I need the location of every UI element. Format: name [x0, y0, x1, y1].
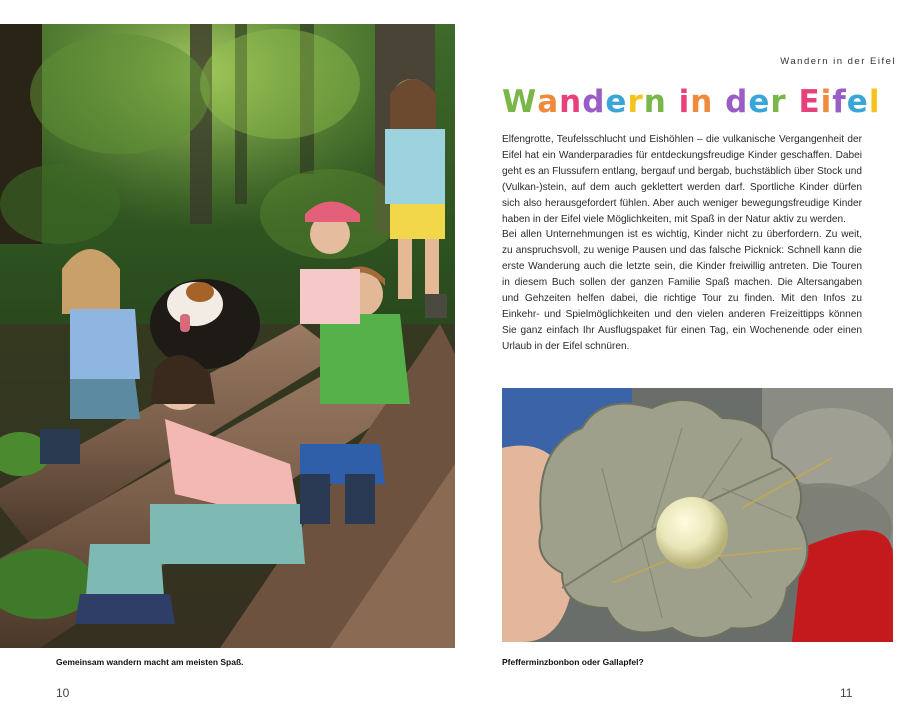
caption-right: Pfefferminzbonbon oder Gallapfel? [502, 657, 644, 667]
title-letter: f [832, 84, 847, 120]
title-letter: W [502, 84, 538, 120]
paragraph: Elfengrotte, Teufelsschlucht und Eishöhlen – die vulkanische Vergangenheit der Eifel hat ein Wanderparadies für entdeckungsfreudige Kinder geschaffen. Dabei geht es an Flussufern entlang, bergauf und bergab, buchstäblich über Stock und (Vulkan-)stein, auf dem auch geklettert werden darf. Sportliche Kinder dürfen sich also herausgefordert fühlen. Aber auch weniger bewegungsfreudige Kinder haben in der Eifel viele Möglichkeiten, mit Spaß in der Natur aktiv zu werden. [502, 134, 862, 225]
right-page [455, 0, 910, 728]
title-letter: r [627, 84, 644, 120]
photo-oak-leaf-gall [502, 388, 893, 642]
title-letter: e [605, 84, 628, 120]
title-letter: n [559, 84, 583, 120]
title-letter: E [798, 84, 821, 120]
title-letter [667, 84, 679, 120]
title-letter [787, 84, 799, 120]
title-letter: i [678, 84, 691, 120]
title-letter: n [643, 84, 667, 120]
title-letter [713, 84, 725, 120]
caption-left: Gemeinsam wandern macht am meisten Spaß. [56, 657, 244, 667]
title-letter: e [748, 84, 771, 120]
title-letter: d [725, 84, 749, 120]
page-number-right: 11 [840, 686, 853, 700]
running-head: Wandern in der Eifel [780, 56, 896, 67]
title-letter: d [582, 84, 606, 120]
photo-children-on-logs [0, 24, 455, 648]
title-letter: i [820, 84, 833, 120]
page-number-left: 10 [56, 686, 70, 700]
body-text [502, 132, 862, 355]
title-letter: a [537, 84, 560, 120]
title-letter: r [770, 84, 787, 120]
title-letter: l [868, 84, 881, 120]
title-letter: n [690, 84, 714, 120]
title-letter: e [846, 84, 869, 120]
paragraph: Bei allen Unternehmungen ist es wichtig, Kinder nicht zu überfordern. Zu weit, zu anspruchsvoll, zu wenige Pausen und das falsche Picknick: Schnell kann die erste Wanderung auch die letzte sein, die Kinder freiwillig antreten. Die Touren in diesem Buch sollen der ganzen Familie Spaß machen. Die Altersangaben und Gehzeiten helfen dabei, die richtige Tour zu finden. Mit den Infos zu Einkehr- und Spielmöglichkeiten und den vielen anderen Freizeittipps können Sie ganz einfach Ihr Ausflugspaket für einen Tag, ein Wochenende oder einen Urlaub in der Eifel schnüren. [502, 229, 862, 352]
page-title [502, 84, 880, 120]
